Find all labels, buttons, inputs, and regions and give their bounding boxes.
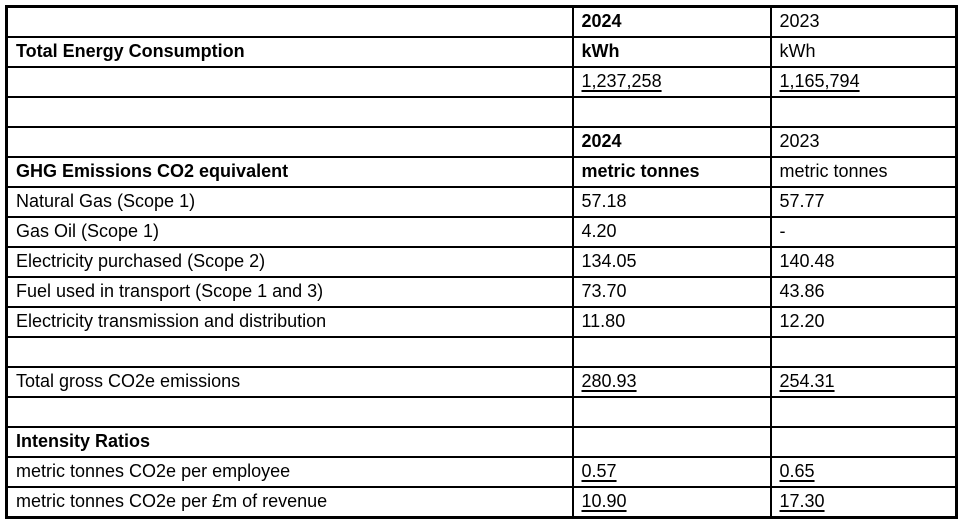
row-label: metric tonnes CO2e per employee xyxy=(7,457,573,487)
empty-cell xyxy=(7,397,573,427)
table-row-gas-oil xyxy=(7,217,957,247)
intensity-revenue-2023: 17.30 xyxy=(771,487,957,518)
value-2024: 134.05 xyxy=(573,247,771,277)
row-label: metric tonnes CO2e per £m of revenue xyxy=(7,487,573,518)
table-row-natural-gas xyxy=(7,187,957,217)
intensity-employee-2023: 0.65 xyxy=(771,457,957,487)
intensity-employee-2024: 0.57 xyxy=(573,457,771,487)
empty-cell xyxy=(7,67,573,97)
empty-cell xyxy=(573,397,771,427)
value-2023: 57.77 xyxy=(771,187,957,217)
table-row-year-header-energy xyxy=(7,7,957,38)
empty-cell xyxy=(771,397,957,427)
empty-cell xyxy=(7,127,573,157)
energy-total-2024: 1,237,258 xyxy=(573,67,771,97)
row-label: Natural Gas (Scope 1) xyxy=(7,187,573,217)
unit-kwh-2024: kWh xyxy=(573,37,771,67)
total-co2e-2024: 280.93 xyxy=(573,367,771,397)
empty-cell xyxy=(573,427,771,457)
table-row-energy-values xyxy=(7,67,957,97)
table-row-total-gross-emissions xyxy=(7,367,957,397)
value-2023: - xyxy=(771,217,957,247)
table-row-energy-section-header xyxy=(7,37,957,67)
value-2024: 57.18 xyxy=(573,187,771,217)
row-label: Gas Oil (Scope 1) xyxy=(7,217,573,247)
unit-metric-tonnes-2023: metric tonnes xyxy=(771,157,957,187)
value-2024: 73.70 xyxy=(573,277,771,307)
intensity-revenue-2024: 10.90 xyxy=(573,487,771,518)
table-row-intensity-per-employee xyxy=(7,457,957,487)
unit-metric-tonnes-2024: metric tonnes xyxy=(573,157,771,187)
empty-cell xyxy=(573,337,771,367)
table-row-fuel-transport xyxy=(7,277,957,307)
year-2024-header: 2024 xyxy=(573,7,771,38)
table-row-intensity-per-revenue xyxy=(7,487,957,518)
row-label: Total gross CO2e emissions xyxy=(7,367,573,397)
energy-ghg-table xyxy=(5,5,958,519)
table-row-electricity-transmission xyxy=(7,307,957,337)
total-co2e-2023: 254.31 xyxy=(771,367,957,397)
table-row-intensity-ratios-header xyxy=(7,427,957,457)
value-2024: 4.20 xyxy=(573,217,771,247)
empty-cell xyxy=(7,7,573,38)
value-2023: 140.48 xyxy=(771,247,957,277)
empty-cell xyxy=(771,427,957,457)
section-title-intensity-ratios: Intensity Ratios xyxy=(7,427,573,457)
table-row-spacer xyxy=(7,97,957,127)
table-row-electricity-purchased xyxy=(7,247,957,277)
section-title-total-energy: Total Energy Consumption xyxy=(7,37,573,67)
year-2024-header: 2024 xyxy=(573,127,771,157)
table-row-ghg-section-header xyxy=(7,157,957,187)
unit-kwh-2023: kWh xyxy=(771,37,957,67)
energy-total-2023: 1,165,794 xyxy=(771,67,957,97)
section-title-ghg-emissions: GHG Emissions CO2 equivalent xyxy=(7,157,573,187)
year-2023-header: 2023 xyxy=(771,127,957,157)
row-label: Electricity transmission and distribution xyxy=(7,307,573,337)
row-label: Electricity purchased (Scope 2) xyxy=(7,247,573,277)
empty-cell xyxy=(573,97,771,127)
year-2023-header: 2023 xyxy=(771,7,957,38)
row-label: Fuel used in transport (Scope 1 and 3) xyxy=(7,277,573,307)
table-row-spacer xyxy=(7,337,957,367)
empty-cell xyxy=(771,97,957,127)
value-2023: 43.86 xyxy=(771,277,957,307)
table-row-spacer xyxy=(7,397,957,427)
value-2023: 12.20 xyxy=(771,307,957,337)
value-2024: 11.80 xyxy=(573,307,771,337)
table-row-year-header-ghg xyxy=(7,127,957,157)
empty-cell xyxy=(7,97,573,127)
empty-cell xyxy=(771,337,957,367)
empty-cell xyxy=(7,337,573,367)
